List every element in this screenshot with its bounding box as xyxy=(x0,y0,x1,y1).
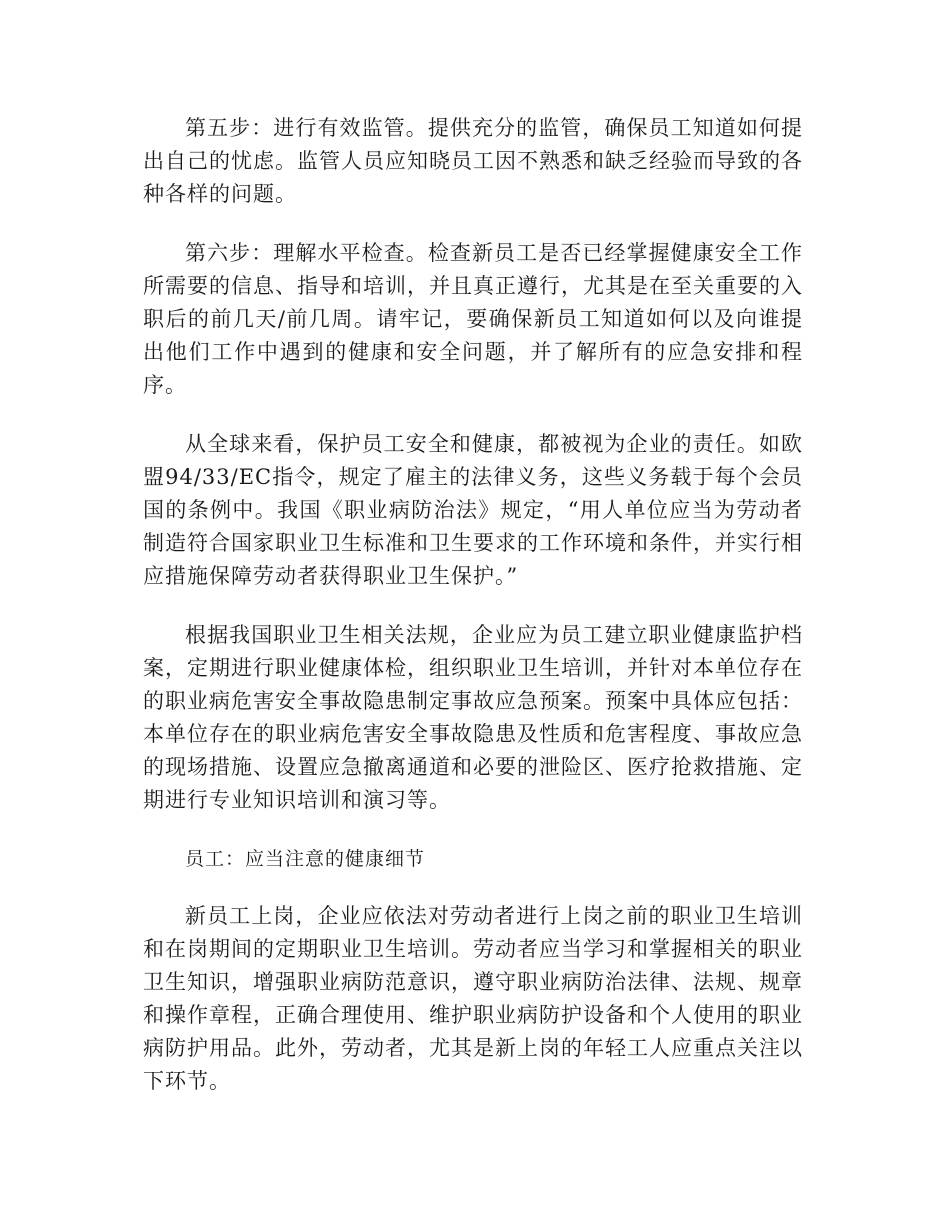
paragraph-new-employee: 新员工上岗，企业应依法对劳动者进行上岗之前的职业卫生培训和在岗期间的定期职业卫生培训。劳动者应当学习和掌握相关的职业卫生知识，增强职业病防范意识，遵守职业病防治法律、法规、规章和操作章程，正确合理使用、维护职业病防护设备和个人使用的职业病防护用品。此外，劳动者，尤其是新上岗的年轻工人应重点关注以下环节。 xyxy=(143,904,803,1093)
paragraph-regulations: 根据我国职业卫生相关法规，企业应为员工建立职业健康监护档案，定期进行职业健康体检，组织职业卫生培训，并针对本单位存在的职业病危害安全事故隐患制定事故应急预案。预案中具体应包括：本单位存在的职业病危害安全事故隐患及性质和危害程度、事故应急的现场措施、设置应急撤离通道和必要的泄险区、医疗抢救措施、定期进行专业知识培训和演习等。 xyxy=(143,623,803,812)
paragraph-global-view: 从全球来看，保护员工安全和健康，都被视为企业的责任。如欧盟94/33/EC指令，规定了雇主的法律义务，这些义务载于每个会员国的条例中。我国《职业病防治法》规定，“用人单位应当为劳动者制造符合国家职业卫生标准和卫生要求的工作环境和条件，并实行相应措施保障劳动者获得职业卫生保护。” xyxy=(143,432,803,588)
document-body xyxy=(143,112,803,1124)
paragraph-step-five: 第五步：进行有效监管。提供充分的监管，确保员工知道如何提出自己的忧虑。监管人员应知晓员工因不熟悉和缺乏经验而导致的各种各样的问题。 xyxy=(143,116,803,206)
paragraph-step-six: 第六步：理解水平检查。检查新员工是否已经掌握健康安全工作所需要的信息、指导和培训，并且真正遵行，尤其是在至关重要的入职后的前几天/前几周。请牢记，要确保新员工知道如何以及向谁提出他们工作中遇到的健康和安全问题，并了解所有的应急安排和程序。 xyxy=(143,241,803,397)
section-heading-employee: 员工：应当注意的健康细节 xyxy=(185,848,426,870)
